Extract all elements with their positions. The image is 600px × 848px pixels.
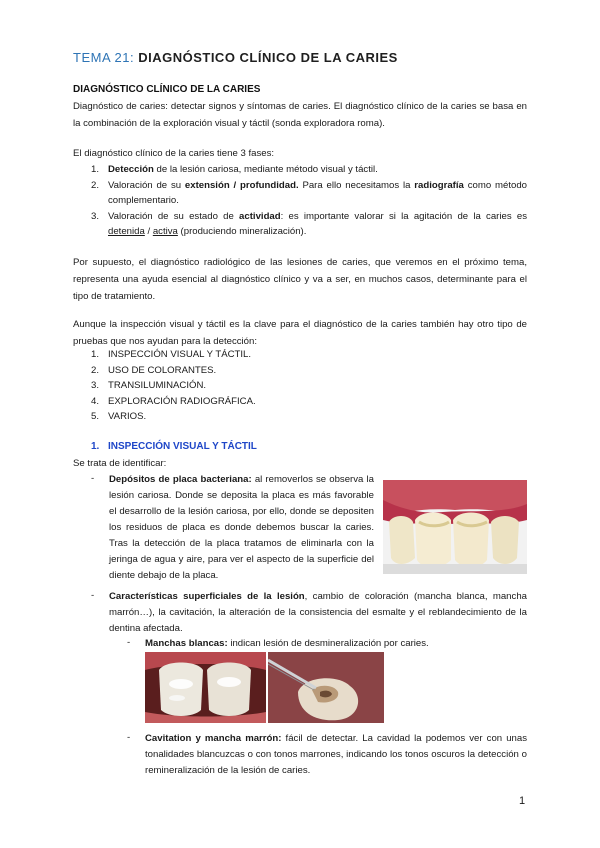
page-number: 1 [519,795,526,807]
phase-number: 3. [91,210,100,222]
test-label: USO DE COLORANTES. [108,364,217,376]
sub-bullet-dash: - [127,732,131,743]
phase-text: Para ello necesitamos la [298,179,415,191]
cavity-photo [268,652,384,723]
phase-text: de la lesión cariosa, mediante método visual y táctil. [153,164,378,175]
phase-text: Valoración de su [108,179,185,191]
phase-item-1 [73,162,527,178]
surface-paragraph [109,589,527,637]
phase-text: : es importante valorar si la agitación de la caries es [280,210,527,222]
phase-text: (produciendo mineralización). [177,226,307,237]
plaque-text: al removerlos se observa la lesión cariosa. Donde se deposita la placa es más favorable el desarrollo de la lesión cariosa, por ello, donde se depositen los residuos de placa es donde debemos buscar la caries. Tras la detección de la placa tratamos de eliminarla con la jeringa de agua y aire, para ver el aspecto de la superficie del diente debajo de la placa. [109,474,374,581]
radiology-paragraph: Por supuesto, el diagnóstico radiológico de las lesiones de caries, que veremos en el próximo tema, representa una ayuda esencial al diagnóstico clínico y va a ser, en muchos casos, determinante para el tipo de tratamiento. [73,257,527,302]
phase-text: / [144,226,153,237]
phase-bold: radiografía [414,179,464,191]
plaque-paragraph [109,472,374,584]
test-number: 3. [91,380,100,391]
test-item [73,409,527,425]
test-item [73,378,527,394]
cavitation-text: fácil de detectar. La cavidad la podemos ver con unas tonalidades blancuzcas o con tonos marrones, indicando los tonos oscuros la detección o remineralización de la lesión de caries. [145,733,527,776]
test-number: 2. [91,364,100,376]
tests-list [73,347,527,425]
phase-underlined: detenida [108,226,145,237]
identify-intro: Se trata de identificar: [73,458,167,469]
cavitation-bold: Cavitation y mancha marrón: [145,733,282,744]
phase-number: 2. [91,179,100,191]
tests-paragraph: Aunque la inspección visual y táctil es la clave para el diagnóstico de la caries también hay otro tipo de pruebas que nos ayudan para la detección: [73,319,527,347]
gum-plaque-photo [383,480,527,574]
test-number: 4. [91,395,100,407]
phase-number: 1. [91,164,100,175]
title-text: DIAGNÓSTICO CLÍNICO DE LA CARIES [138,50,398,65]
phase-bold: extensión / profundidad. [184,179,299,191]
white-spots-photo [145,652,266,723]
test-item [73,363,527,379]
section-heading: DIAGNÓSTICO CLÍNICO DE LA CARIES [73,84,261,95]
test-label: TRANSILUMINACIÓN. [108,380,207,391]
title-number: TEMA 21: [73,50,135,65]
test-item [73,347,527,363]
white-spots-image [145,652,266,723]
surface-text: , cambio de coloración (mancha blanca, mancha marrón…), la cavitación, la alteración de la consistencia del esmalte y el reblandecimiento de la dentina afectada. [109,591,527,634]
teeth-plaque-image [383,480,527,574]
sub-bullet-dash: - [127,637,131,648]
subsection-heading [91,441,257,452]
white-spots-bold: Manchas blancas: [145,638,228,649]
page-title [73,50,398,65]
test-label: VARIOS. [108,411,147,422]
bullet-dash: - [91,473,95,484]
white-spots-line [145,636,527,652]
cavitation-paragraph [145,731,527,779]
subsection-label: INSPECCIÓN VISUAL Y TÁCTIL [108,441,257,452]
cavity-probe-image [268,652,384,723]
test-number: 1. [91,349,100,360]
phase-item-2 [73,178,527,209]
phase-text: Valoración de su estado de [108,210,240,222]
plaque-bold: Depósitos de placa bacteriana: [109,474,252,485]
phase-bold: Detección [108,164,154,175]
phase-underlined: activa [152,226,178,237]
phase-text: como método complementario. [108,179,527,206]
test-label: INSPECCIÓN VISUAL Y TÁCTIL. [108,349,252,360]
test-number: 5. [91,411,100,422]
phases-intro: El diagnóstico clínico de la caries tiene 3 fases: [73,148,275,159]
bullet-dash: - [91,590,95,601]
phases-list [73,162,527,240]
test-label: EXPLORACIÓN RADIOGRÁFICA. [108,395,256,407]
subsection-number: 1. [91,441,100,452]
phase-item-3 [73,209,527,240]
phase-bold: actividad [239,210,281,222]
surface-bold: Características superficiales de la lesión [109,591,305,602]
white-spots-text: indican lesión de desmineralización por caries. [227,638,429,649]
intro-paragraph: Diagnóstico de caries: detectar signos y síntomas de caries. El diagnóstico clínico de la caries se basa en la combinación de la exploración visual y táctil (sonda exploradora roma). [73,101,527,129]
test-item [73,394,527,410]
